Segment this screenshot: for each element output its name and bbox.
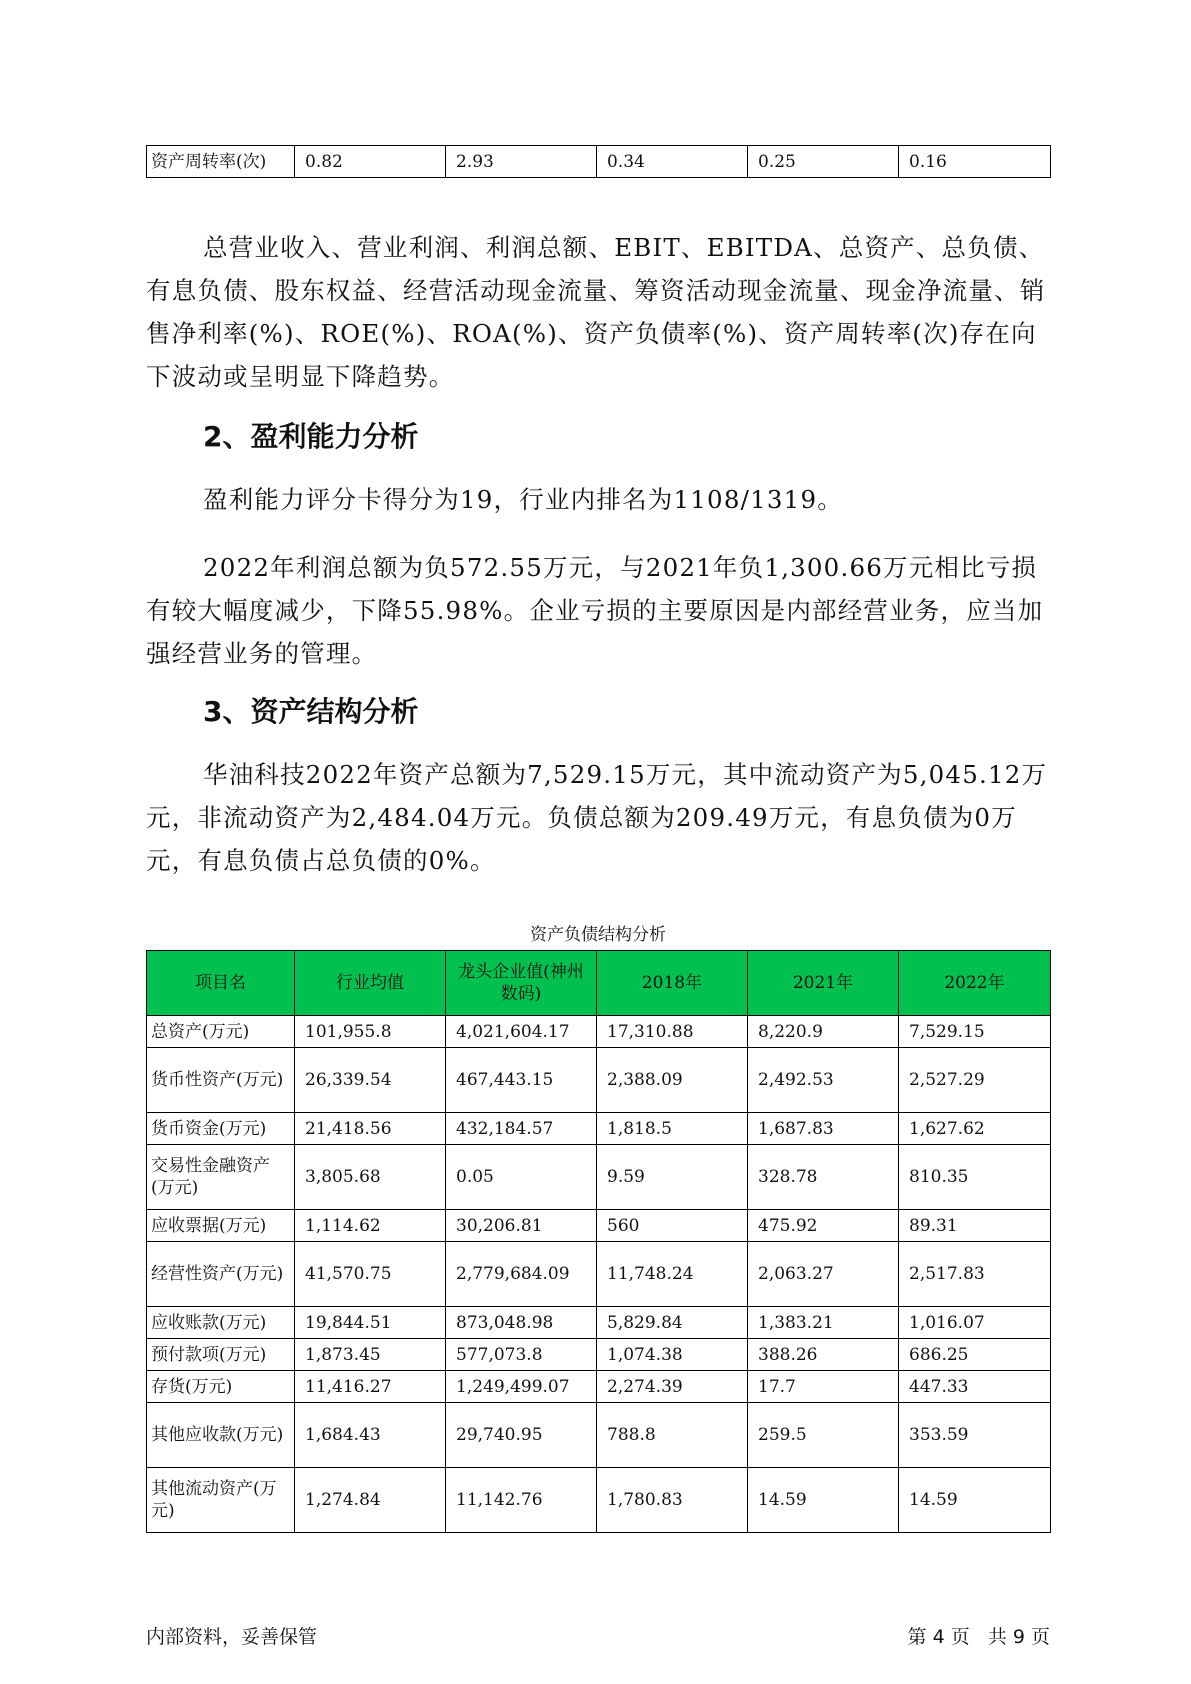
table-cell: 1,687.83 [748, 1113, 899, 1145]
table-cell: 2,063.27 [748, 1242, 899, 1307]
column-header: 2022年 [899, 951, 1051, 1016]
profit-score-paragraph: 盈利能力评分卡得分为19，行业内排名为1108/1319。 [203, 485, 843, 514]
column-header: 2021年 [748, 951, 899, 1016]
table-cell: 1,818.5 [597, 1113, 748, 1145]
table-row [147, 1145, 1051, 1210]
row-label: 应收账款(万元) [147, 1307, 295, 1339]
footer-confidential-note: 内部资料，妥善保管 [146, 1626, 318, 1648]
table-cell: 1,684.43 [295, 1403, 446, 1468]
table-row [147, 1468, 1051, 1533]
asset-detail-paragraph: 华油科技2022年资产总额为7,529.15万元，其中流动资产为5,045.12万元，非流动资产为2,484.04万元。负债总额为209.49万元，有息负债为0万元，有息负债占总负债的0%。 [146, 760, 1048, 875]
table-row [147, 1403, 1051, 1468]
section-heading-profit: 2、盈利能力分析 [203, 420, 419, 453]
table-row [147, 1016, 1051, 1048]
table-cell: 0.16 [899, 146, 1051, 178]
table-cell: 810.35 [899, 1145, 1051, 1210]
column-header: 行业均值 [295, 951, 446, 1016]
table-cell: 17.7 [748, 1371, 899, 1403]
table-cell: 11,748.24 [597, 1242, 748, 1307]
table-row [147, 1371, 1051, 1403]
column-header: 龙头企业值(神州数码) [446, 951, 597, 1016]
table-cell: 4,021,604.17 [446, 1016, 597, 1048]
table-cell: 1,074.38 [597, 1339, 748, 1371]
table-row [147, 146, 1051, 178]
table-cell: 2,517.83 [899, 1242, 1051, 1307]
trend-paragraph: 总营业收入、营业利润、利润总额、EBIT、EBITDA、总资产、总负债、有息负债、股东权益、经营活动现金流量、筹资活动现金流量、现金净流量、销售净利率(%)、ROE(%)、ROA(%)、资产负债率(%)、资产周转率(次)存在向下波动或呈明显下降趋势。 [146, 233, 1046, 391]
table-cell: 467,443.15 [446, 1048, 597, 1113]
table-cell: 432,184.57 [446, 1113, 597, 1145]
row-label: 交易性金融资产(万元) [147, 1145, 295, 1210]
table-cell: 353.59 [899, 1403, 1051, 1468]
column-header: 2018年 [597, 951, 748, 1016]
table-cell: 3,805.68 [295, 1145, 446, 1210]
table-cell: 686.25 [899, 1339, 1051, 1371]
table-cell: 788.8 [597, 1403, 748, 1468]
table-cell: 2,492.53 [748, 1048, 899, 1113]
table-cell: 475.92 [748, 1210, 899, 1242]
table-cell: 2,527.29 [899, 1048, 1051, 1113]
table-cell: 0.82 [295, 146, 446, 178]
table-cell: 资产周转率(次) [147, 146, 295, 178]
table-cell: 5,829.84 [597, 1307, 748, 1339]
table-cell: 1,274.84 [295, 1468, 446, 1533]
table-cell: 1,249,499.07 [446, 1371, 597, 1403]
table-cell: 2,388.09 [597, 1048, 748, 1113]
table-cell: 1,780.83 [597, 1468, 748, 1533]
row-label: 总资产(万元) [147, 1016, 295, 1048]
table-cell: 7,529.15 [899, 1016, 1051, 1048]
table-cell: 11,416.27 [295, 1371, 446, 1403]
table-cell: 1,016.07 [899, 1307, 1051, 1339]
table-row [147, 1242, 1051, 1307]
table-cell: 1,873.45 [295, 1339, 446, 1371]
table-cell: 9.59 [597, 1145, 748, 1210]
page-number: 第 4 页 共 9 页 [907, 1626, 1050, 1648]
table-cell: 577,073.8 [446, 1339, 597, 1371]
table-cell: 14.59 [899, 1468, 1051, 1533]
table-cell: 14.59 [748, 1468, 899, 1533]
table-cell: 21,418.56 [295, 1113, 446, 1145]
top-table [146, 145, 1051, 178]
table-cell: 873,048.98 [446, 1307, 597, 1339]
table-cell: 259.5 [748, 1403, 899, 1468]
table-cell: 19,844.51 [295, 1307, 446, 1339]
table-cell: 2,274.39 [597, 1371, 748, 1403]
table-cell: 26,339.54 [295, 1048, 446, 1113]
table-cell: 2.93 [446, 146, 597, 178]
table-cell: 2,779,684.09 [446, 1242, 597, 1307]
balance-structure-table [146, 950, 1051, 1533]
row-label: 其他应收款(万元) [147, 1403, 295, 1468]
table-cell: 11,142.76 [446, 1468, 597, 1533]
row-label: 存货(万元) [147, 1371, 295, 1403]
row-label: 其他流动资产(万元) [147, 1468, 295, 1533]
section-heading-asset: 3、资产结构分析 [203, 695, 419, 728]
table-row [147, 1113, 1051, 1145]
table-cell: 0.34 [597, 146, 748, 178]
table-row [147, 1210, 1051, 1242]
table-cell: 1,114.62 [295, 1210, 446, 1242]
table-header-row [147, 951, 1051, 1016]
table-cell: 0.25 [748, 146, 899, 178]
table-cell: 30,206.81 [446, 1210, 597, 1242]
column-header: 项目名 [147, 951, 295, 1016]
row-label: 货币性资产(万元) [147, 1048, 295, 1113]
table-row [147, 1339, 1051, 1371]
row-label: 经营性资产(万元) [147, 1242, 295, 1307]
table-cell: 101,955.8 [295, 1016, 446, 1048]
table-cell: 447.33 [899, 1371, 1051, 1403]
table-cell: 17,310.88 [597, 1016, 748, 1048]
row-label: 应收票据(万元) [147, 1210, 295, 1242]
table-cell: 328.78 [748, 1145, 899, 1210]
table-caption: 资产负债结构分析 [530, 925, 666, 945]
table-cell: 388.26 [748, 1339, 899, 1371]
table-cell: 29,740.95 [446, 1403, 597, 1468]
table-cell: 41,570.75 [295, 1242, 446, 1307]
table-cell: 1,383.21 [748, 1307, 899, 1339]
table-cell: 0.05 [446, 1145, 597, 1210]
profit-detail-paragraph: 2022年利润总额为负572.55万元，与2021年负1,300.66万元相比亏损有较大幅度减少，下降55.98%。企业亏损的主要原因是内部经营业务，应当加强经营业务的管理。 [146, 553, 1044, 668]
table-cell: 1,627.62 [899, 1113, 1051, 1145]
row-label: 货币资金(万元) [147, 1113, 295, 1145]
table-row [147, 1307, 1051, 1339]
table-row [147, 1048, 1051, 1113]
row-label: 预付款项(万元) [147, 1339, 295, 1371]
table-cell: 8,220.9 [748, 1016, 899, 1048]
table-cell: 89.31 [899, 1210, 1051, 1242]
table-cell: 560 [597, 1210, 748, 1242]
